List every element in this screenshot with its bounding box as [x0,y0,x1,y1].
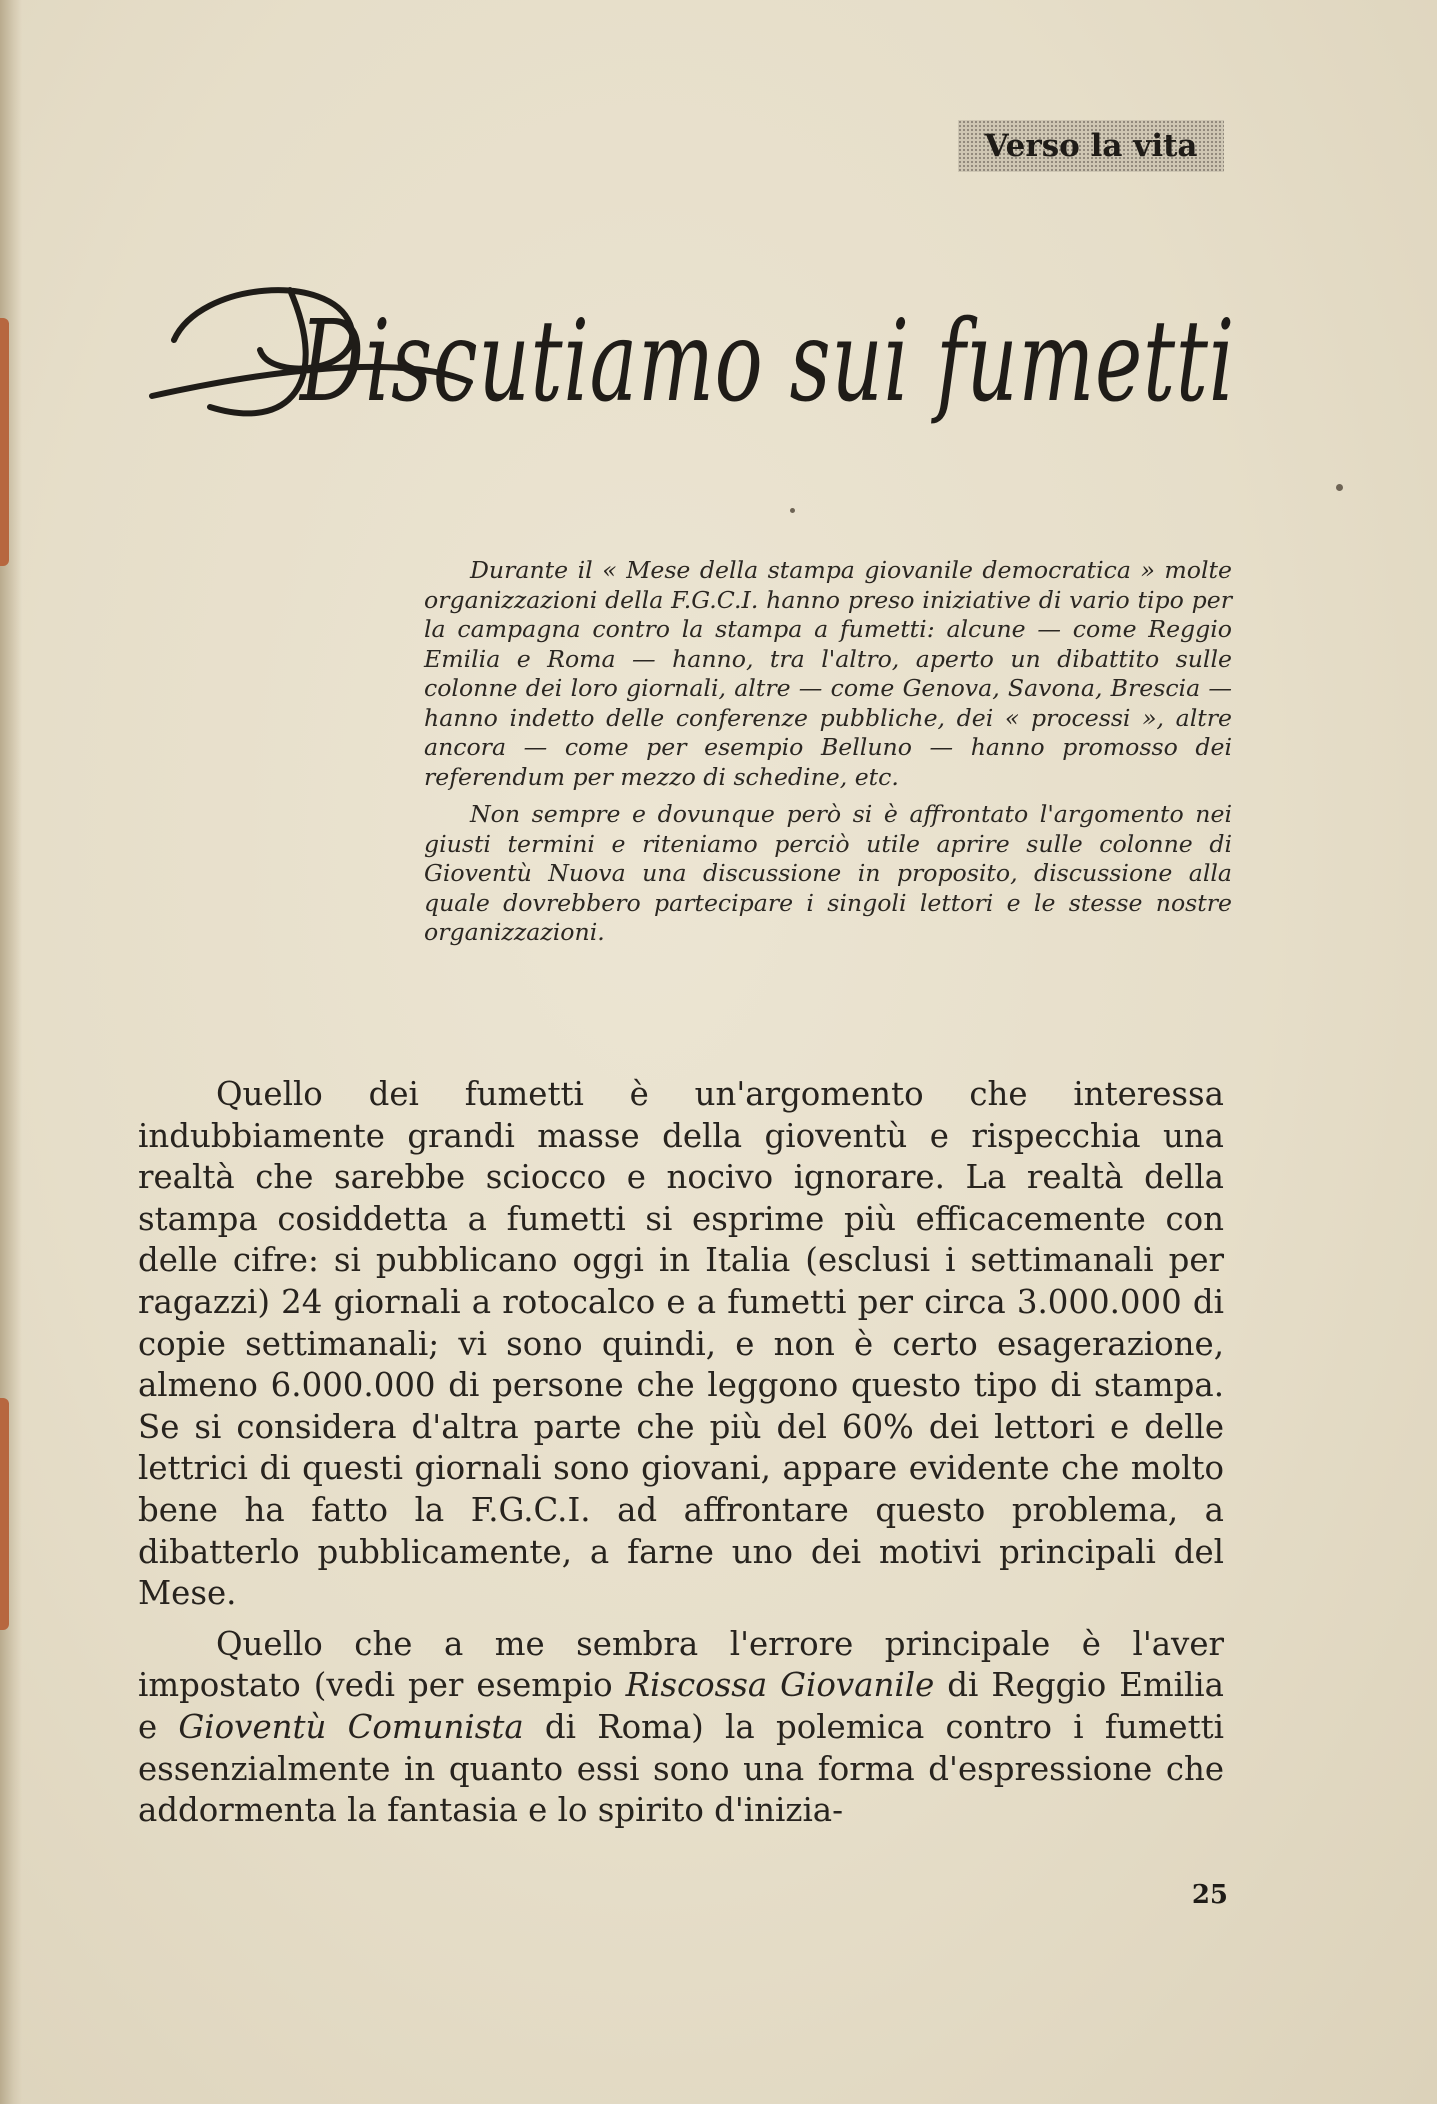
binding-edge [0,0,22,2104]
paper-speck [790,508,795,513]
body-text-run: di Roma) la polemica contro i fumetti essenzialmente in quanto essi sono una forma d'espressione che addormenta la fantasia e lo spirito d'inizia- [138,1707,1224,1830]
body-text-run: Quello che a me sembra l'errore principale è l'aver impostato (vedi per esempio [138,1624,1224,1705]
title-text: Discutiamo sui fumetti [298,297,1235,427]
intro-paragraph: Durante il « Mese della stampa giovanile democratica » molte organizzazioni della F.G.C.I. hanno preso iniziative di vario tipo per la campagna contro la stampa a fumetti: alcune — come Reggio Emilia e Roma — hanno, tra l'altro, aperto un dibattito sulle colonne dei loro giornali, altre — come Genova, Savona, Brescia — hanno indetto delle conferenze pubbliche, dei « processi », altre ancora — come per esempio Belluno — hanno promosso dei referendum per mezzo di schedine, etc. [424,556,1232,791]
article-title [140,232,1250,482]
publication-reference: Gioventù Comunista [178,1707,524,1746]
body-text-run: di Reggio Emilia e [138,1666,1224,1746]
paper-speck [1336,484,1343,491]
intro-paragraph: Non sempre e dovunque però si è affrontato l'argomento nei giusti termini e riteniamo perciò utile aprire sulle colonne di Gioventù Nuova una discussione in proposito, discussione alla quale dovrebbero partecipare i singoli lettori e le stesse nostre organizzazioni. [424,800,1232,946]
article-body [138,1074,1224,1841]
binding-tab-mark [0,1398,9,1630]
body-paragraph: Quello dei fumetti è un'argomento che interessa indubbiamente grandi masse della gioventù e rispecchia una realtà che sarebbe sciocco e nocivo ignorare. La realtà della stampa cosiddetta a fumetti si esprime più efficacemente con delle cifre: si pubblicano oggi in Italia (esclusi i settimanali per ragazzi) 24 giornali a rotocalco e a fumetti per circa 3.000.000 di copie settimanali; vi sono quindi, e non è certo esagerazione, almeno 6.000.000 di persone che leggono questo tipo di stampa. Se si considera d'altra parte che più del 60% dei lettori e delle lettrici di questi giornali sono giovani, appare evidente che molto bene ha fatto la F.G.C.I. ad affrontare questo problema, a dibatterlo pubblicamente, a farne uno dei motivi principali del Mese. [138,1075,1224,1613]
binding-tab-mark [0,318,9,566]
publication-reference: Riscossa Giovanile [625,1666,935,1705]
article-intro [424,556,1232,956]
section-label: Verso la vita [958,120,1224,172]
body-paragraph [138,1624,1224,1832]
page-number: 25 [1191,1880,1228,1910]
